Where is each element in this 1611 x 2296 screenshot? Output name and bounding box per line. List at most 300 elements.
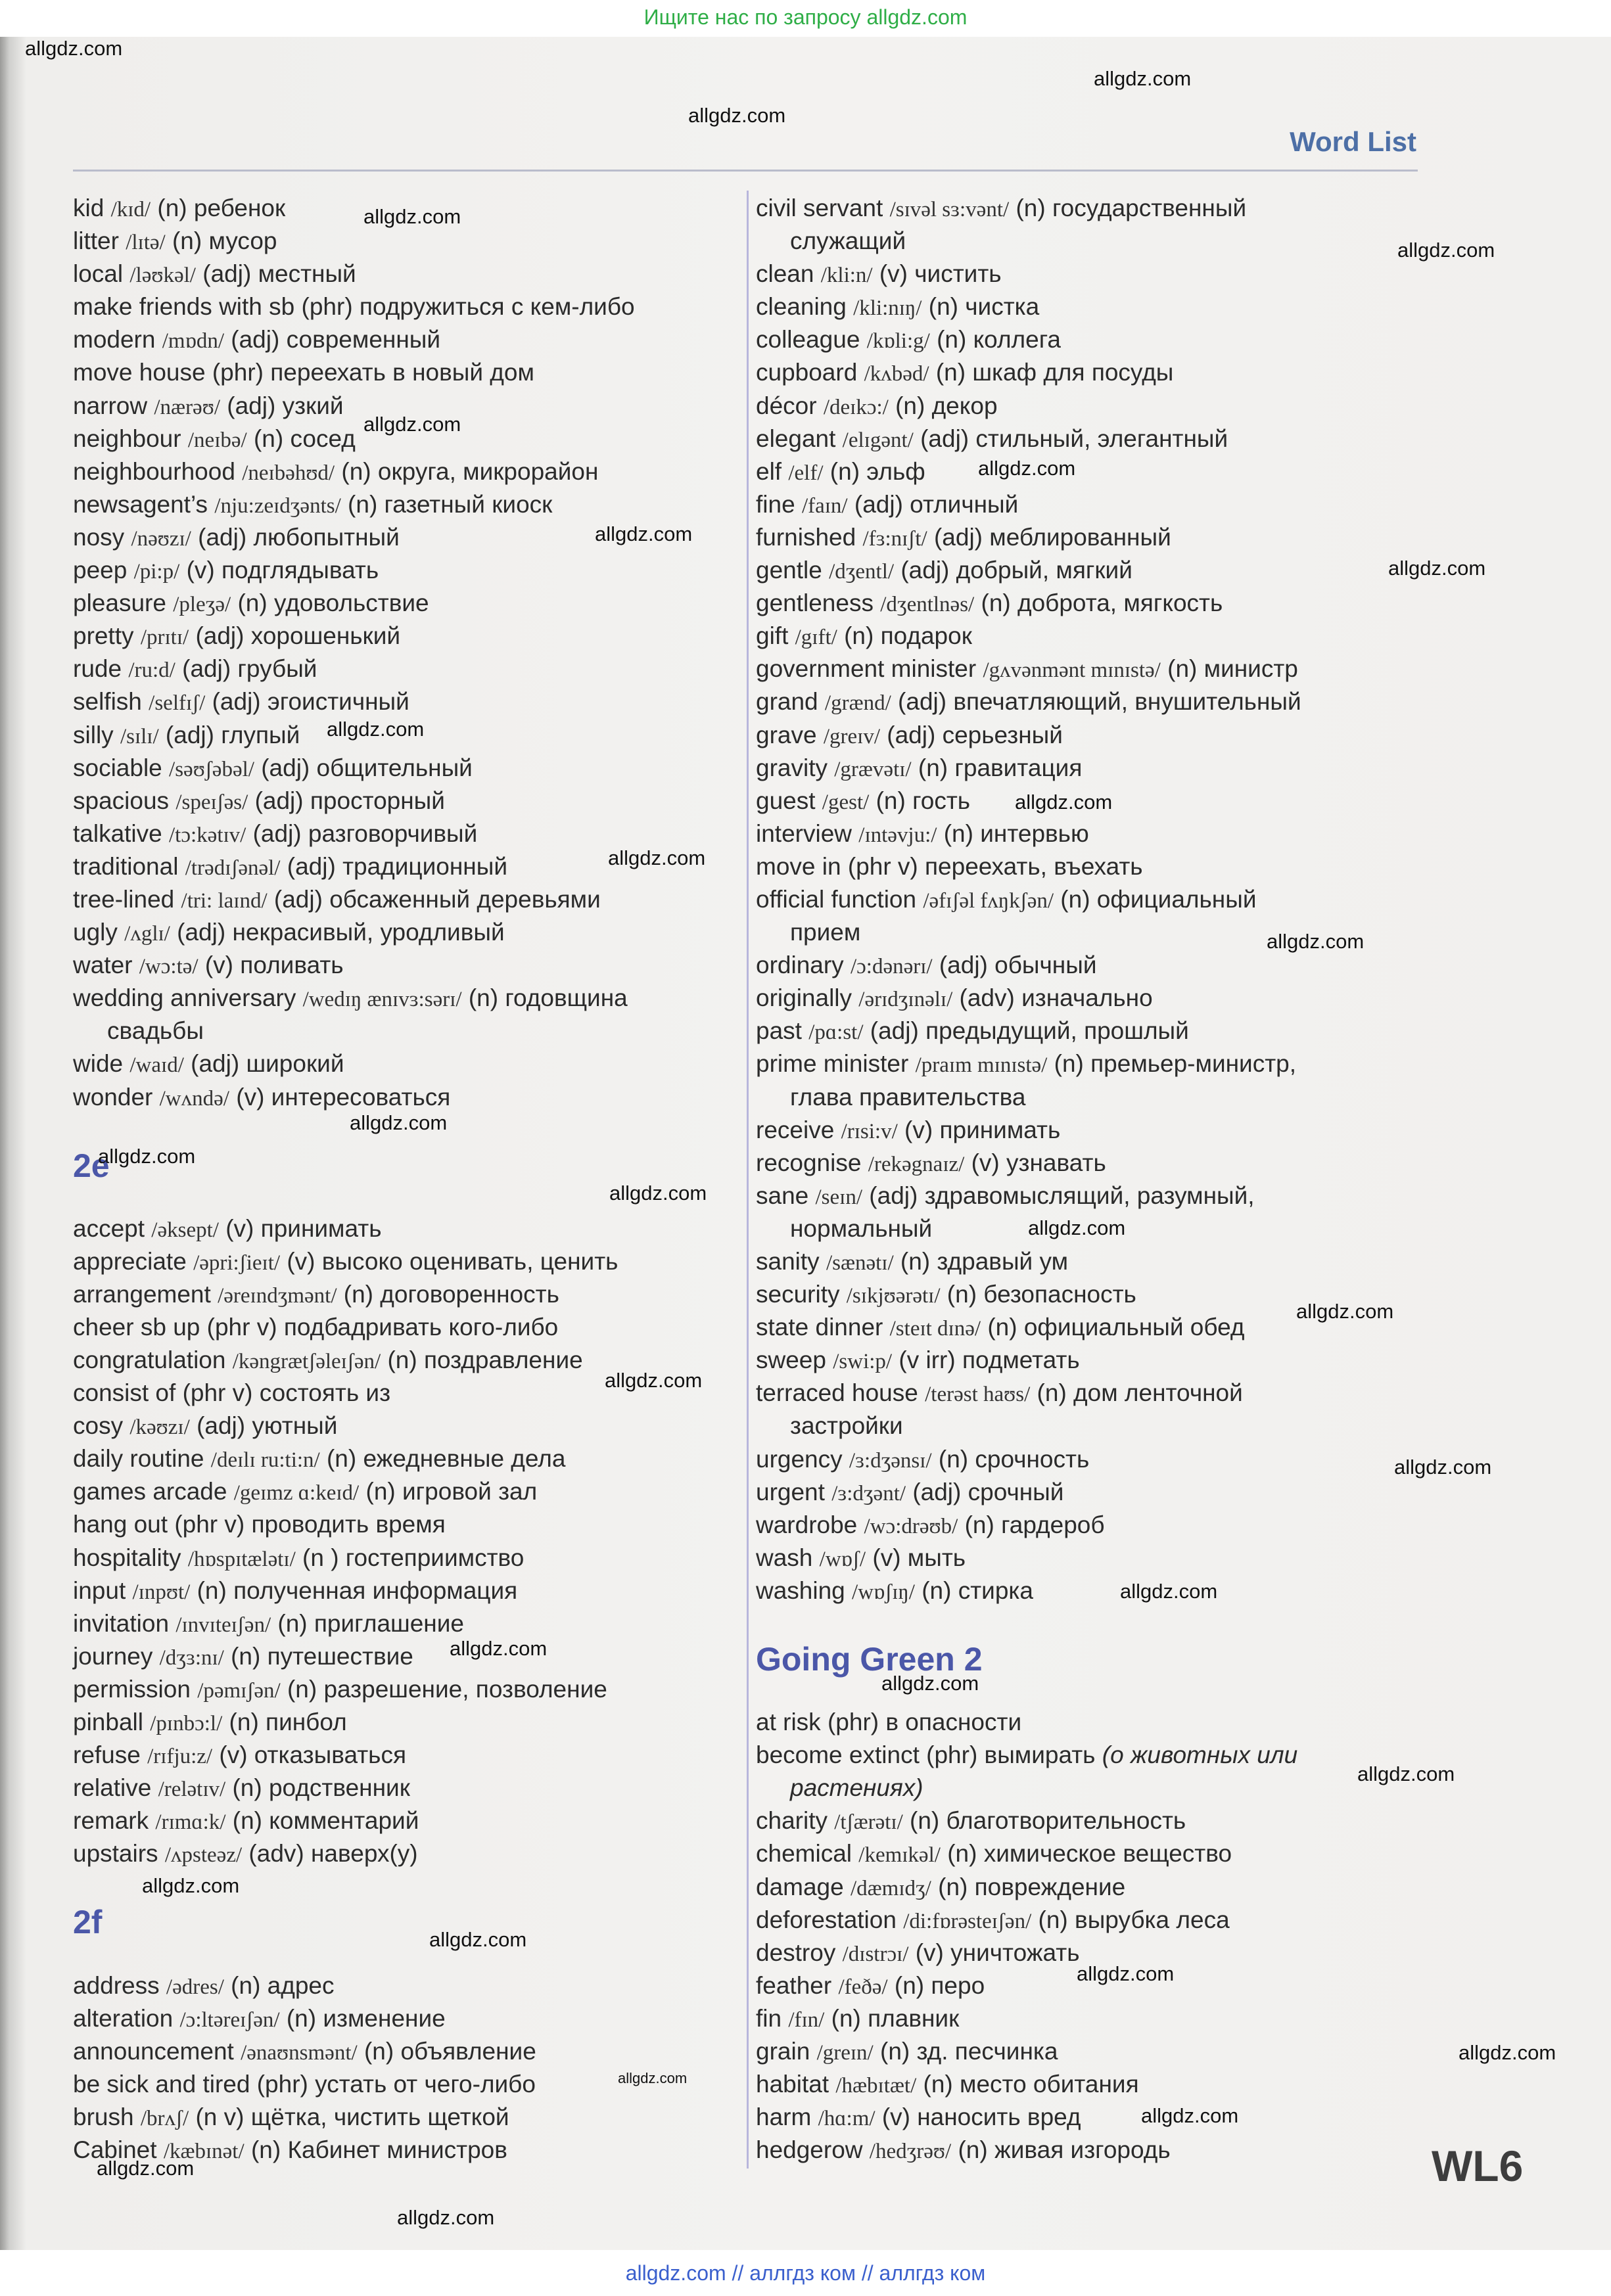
entry-transcription: /tʃærətɪ/ [834, 1810, 903, 1835]
entry-word: sanity [756, 1248, 820, 1275]
word-entry [756, 883, 1301, 916]
word-entry [73, 2035, 635, 2068]
watermark: allgdz.com [142, 1874, 240, 1897]
word-entry [756, 587, 1301, 620]
word-entry [73, 521, 635, 554]
entry-transcription: /dʒɜ:nɪ/ [159, 1645, 224, 1670]
entry-translation: (adj) меблированный [933, 523, 1171, 551]
entry-transcription: /əpri:ʃieɪt/ [193, 1251, 281, 1275]
entry-continuation: глава правительства [790, 1083, 1026, 1111]
word-entry [756, 620, 1301, 653]
entry-translation: (n) государственный [1016, 195, 1247, 221]
entry-translation: (n) поздравление [387, 1346, 583, 1373]
watermark: allgdz.com [618, 2070, 688, 2086]
entry-transcription: /deɪkɔ:/ [823, 395, 889, 419]
entry-word: refuse [73, 1741, 141, 1769]
entry-word: rude [73, 655, 122, 683]
word-entry [756, 554, 1301, 587]
entry-word: gift [756, 622, 789, 650]
entry-transcription: /mɒdn/ [162, 329, 224, 354]
word-entry [756, 290, 1301, 323]
entry-transcription: /wedɪŋ ænɪvɜ:sərɪ/ [302, 988, 462, 1012]
word-entry [756, 390, 1301, 423]
entry-word: tree-lined [73, 885, 175, 913]
entry-translation: (n) срочность [938, 1445, 1090, 1473]
entry-word: water [73, 952, 133, 979]
word-entry [756, 1245, 1301, 1278]
entry-transcription: /fɪn/ [788, 2008, 825, 2032]
word-entry [73, 1475, 635, 1508]
entry-transcription: /əksept/ [151, 1218, 219, 1242]
entry-transcription: /wɔ:tə/ [139, 955, 198, 979]
watermark: allgdz.com [609, 1182, 707, 1205]
entry-transcription: /ɔ:dənərɪ/ [850, 955, 933, 979]
entry-transcription: /ɔ:ltəreɪʃən/ [179, 2008, 280, 2032]
entry-word: litter [73, 227, 119, 255]
word-entry [756, 949, 1301, 982]
entry-transcription: /sɪkjʊərətɪ/ [846, 1284, 941, 1308]
entry-word: traditional [73, 852, 179, 880]
entry-translation: (n) здравый ум [900, 1248, 1069, 1275]
entry-word: charity [756, 1807, 828, 1835]
word-entry [756, 982, 1301, 1015]
entry-word: permission [73, 1675, 191, 1703]
entry-transcription: /swi:p/ [833, 1350, 893, 1374]
word-entry [73, 1410, 635, 1442]
word-entry [756, 423, 1301, 455]
entry-word: sociable [73, 754, 162, 781]
entry-continuation: застройки [790, 1412, 903, 1440]
entry-translation: (n) полученная информация [197, 1576, 518, 1604]
entry-translation: (n) договоренность [343, 1280, 559, 1308]
entry-translation: (n) подарок [844, 622, 972, 650]
watermark: allgdz.com [978, 457, 1076, 480]
entry-translation: (n) дом ленточной [1037, 1379, 1243, 1407]
entry-word: grand [756, 688, 818, 716]
entry-word: pleasure [73, 589, 166, 617]
watermark: allgdz.com [1394, 1456, 1492, 1479]
word-entry [756, 1542, 1301, 1574]
watermark: allgdz.com [1077, 1962, 1175, 1985]
entry-transcription: /kɪd/ [110, 198, 151, 221]
entry-word: gentle [756, 557, 822, 584]
section-heading: 2f [73, 1904, 103, 1941]
entry-translation: (adj) местный [202, 260, 356, 288]
entry-translation: (v) интересоваться [236, 1083, 451, 1111]
word-entry [73, 1739, 635, 1772]
entry-word: become extinct [756, 1741, 920, 1769]
entry-transcription: /rɪsi:v/ [841, 1119, 898, 1143]
entry-transcription: /pɑ:st/ [808, 1021, 864, 1045]
entry-translation: (v) наносить вред [881, 2103, 1081, 2131]
word-entry [756, 323, 1301, 356]
entry-word: alteration [73, 2004, 174, 2032]
entry-translation: (n) гравитация [918, 754, 1083, 781]
entry-word: newsagent’s [73, 490, 208, 518]
entry-translation: (n) вырубка леса [1038, 1906, 1230, 1933]
entry-transcription: /steɪt dɪnə/ [889, 1317, 981, 1341]
entry-translation: (adv) наверх(у) [248, 1840, 418, 1868]
entry-translation: (v) отказываться [219, 1741, 406, 1769]
page-number: WL6 [1432, 2142, 1524, 2190]
entry-translation: (adj) современный [231, 326, 441, 354]
entry-translation: (n) благотворительность [910, 1807, 1186, 1835]
watermark: allgdz.com [595, 522, 693, 545]
entry-translation: (adj) любопытный [198, 523, 400, 551]
watermark: allgdz.com [429, 1928, 527, 1951]
entry-translation: (n) удовольствие [237, 589, 429, 617]
watermark: allgdz.com [350, 1111, 448, 1134]
word-entry [756, 1574, 1301, 1607]
entry-word: brush [73, 2103, 134, 2130]
entry-transcription: /sɪvəl sɜ:vənt/ [889, 198, 1010, 221]
entry-note: (о животных или [1102, 1741, 1298, 1769]
entry-translation: (phr) в опасности [827, 1709, 1022, 1736]
entry-transcription: /wɒʃ/ [819, 1547, 866, 1571]
word-entry [73, 620, 635, 653]
entry-translation: (adj) узкий [227, 392, 344, 419]
entry-translation: (phr) вымирать [926, 1741, 1096, 1769]
site-banner: Ищите нас по запросу allgdz.com [0, 0, 1611, 37]
entry-word: pinball [73, 1709, 143, 1736]
entry-translation: (adj) предыдущий, прошлый [870, 1017, 1189, 1045]
entry-translation: (v) поливать [204, 952, 344, 979]
entry-translation: (n) разрешение, позволение [287, 1675, 607, 1703]
entry-transcription: /ʌglɪ/ [124, 922, 170, 946]
word-entry [756, 1047, 1301, 1080]
entry-word: past [756, 1017, 802, 1045]
entry-word: congratulation [73, 1346, 226, 1373]
watermark: allgdz.com [1267, 930, 1365, 953]
entry-word: Cabinet [73, 2136, 157, 2163]
entry-word: talkative [73, 819, 162, 847]
watermark: allgdz.com [327, 718, 425, 741]
watermark: allgdz.com [363, 205, 461, 228]
watermark: allgdz.com [1015, 791, 1113, 814]
word-entry [73, 455, 635, 488]
entry-word: games arcade [73, 1478, 227, 1505]
entry-translation: (v) принимать [904, 1116, 1061, 1143]
word-list-right-column [756, 192, 1301, 2167]
word-entry [756, 1969, 1301, 2002]
entry-translation: (n) пинбол [229, 1709, 347, 1736]
word-entry [756, 719, 1301, 752]
entry-transcription: /lɪtə/ [126, 231, 166, 255]
entry-transcription: /prɪtɪ/ [140, 626, 189, 650]
entry-transcription: /kli:n/ [820, 264, 873, 288]
entry-word: narrow [73, 392, 148, 419]
watermark: allgdz.com [450, 1637, 548, 1660]
entry-transcription: /əreɪndʒmənt/ [218, 1283, 337, 1308]
entry-translation: (n) зд. песчинка [880, 2037, 1058, 2065]
watermark: allgdz.com [363, 413, 461, 436]
word-entry [73, 949, 635, 982]
entry-word: state dinner [756, 1314, 883, 1341]
entry-word: neighbourhood [73, 457, 235, 485]
entry-transcription: /di:fɒrəsteɪʃən/ [903, 1909, 1032, 1933]
entry-word: silly [73, 721, 114, 748]
entry-transcription: /tri: laɪnd/ [181, 888, 268, 913]
entry-word: upstairs [73, 1840, 158, 1868]
entry-transcription: /terəst haʊs/ [925, 1383, 1031, 1407]
entry-translation: (adj) хорошенький [195, 622, 401, 650]
word-entry [756, 2035, 1301, 2068]
watermark: allgdz.com [1397, 239, 1495, 262]
entry-translation: (n) безопасность [946, 1281, 1136, 1308]
word-entry [73, 1772, 635, 1804]
entry-translation: (v) принимать [225, 1214, 382, 1242]
entry-transcription: /waɪd/ [129, 1053, 184, 1078]
entry-word: appreciate [73, 1247, 187, 1275]
entry-translation: (n) округа, микрорайон [341, 457, 599, 485]
entry-word: gentleness [756, 589, 874, 617]
entry-word: fine [756, 490, 795, 518]
word-entry [73, 916, 635, 949]
entry-translation: (n) объявление [363, 2037, 536, 2065]
entry-translation: (adj) отличный [854, 490, 1019, 518]
entry-transcription: /gʌvənmənt mɪnɪstə/ [983, 658, 1161, 683]
word-entry [756, 1937, 1301, 1969]
entry-translation: (v) уничтожать [915, 1939, 1080, 1966]
entry-translation: (adj) глупый [165, 721, 300, 748]
word-entry [73, 850, 635, 883]
entry-transcription: /kəngrætʃəleɪʃən/ [232, 1350, 381, 1373]
word-entry [73, 1640, 635, 1673]
entry-translation: (n ) гостеприимство [302, 1544, 525, 1571]
word-entry [756, 488, 1301, 521]
entry-word: remark [73, 1807, 149, 1835]
entry-word: destroy [756, 1939, 836, 1966]
entry-transcription: /hɒspɪtælətɪ/ [187, 1547, 296, 1571]
word-entry [73, 1442, 635, 1475]
entry-word: accept [73, 1214, 145, 1242]
word-entry [73, 1047, 635, 1080]
entry-transcription: /geɪmz ɑ:keɪd/ [233, 1481, 360, 1505]
word-entry [756, 356, 1301, 389]
entry-word: interview [756, 819, 852, 847]
entry-transcription: /ɪnpʊt/ [132, 1580, 191, 1604]
entry-translation: (n) министр [1167, 655, 1298, 683]
entry-translation: (n) химическое вещество [947, 1840, 1232, 1868]
entry-word: wide [73, 1050, 124, 1078]
entry-translation: (n) доброта, мягкость [981, 589, 1223, 617]
entry-transcription: /nærəʊ/ [154, 395, 220, 419]
entry-translation: (v) узнавать [971, 1149, 1106, 1176]
entry-word: furnished [756, 523, 856, 551]
entry-translation: (adj) некрасивый, уродливый [177, 919, 505, 946]
watermark: allgdz.com [97, 2157, 195, 2180]
entry-transcription: /kɒli:g/ [866, 329, 930, 354]
word-entry [756, 1804, 1301, 1837]
entry-word: hedgerow [756, 2136, 863, 2164]
entry-word: urgent [756, 1478, 825, 1505]
entry-word: prime minister [756, 1050, 909, 1078]
entry-word: official function [756, 885, 917, 913]
entry-transcription: /greɪv/ [823, 724, 880, 748]
entry-continuation: свадьбы [107, 1017, 204, 1045]
word-entry [73, 1607, 635, 1640]
word-entry [73, 1245, 635, 1278]
entry-continuation: растениях) [790, 1774, 923, 1802]
entry-transcription: /wʌndə/ [159, 1086, 229, 1111]
entry-translation: (v) высоко оценивать, ценить [287, 1247, 619, 1275]
entry-word: selfish [73, 688, 142, 716]
word-entry [756, 1443, 1301, 1476]
entry-translation: (n) изменение [286, 2004, 446, 2032]
entry-word: ordinary [756, 952, 844, 979]
site-footer: allgdz.com // аллгдз ком // аллгдз ком [0, 2250, 1611, 2296]
watermark: allgdz.com [397, 2206, 495, 2229]
word-entry [756, 653, 1301, 685]
entry-word: security [756, 1281, 840, 1308]
entry-word: feather [756, 1971, 832, 1999]
word-entry [73, 1837, 635, 1870]
word-entry [73, 1542, 635, 1574]
entry-word: government minister [756, 655, 977, 683]
entry-word: announcement [73, 2037, 234, 2065]
entry-translation: (n) адрес [231, 1971, 335, 1999]
watermark: allgdz.com [605, 1369, 703, 1392]
word-entry [73, 290, 635, 323]
entry-translation: (adj) серьезный [887, 721, 1063, 748]
word-entry [73, 192, 635, 225]
word-entry [73, 1969, 635, 2002]
entry-transcription: /deɪlɪ ru:ti:n/ [210, 1448, 320, 1473]
entry-transcription: /rɪfju:z/ [147, 1745, 213, 1769]
word-entry [73, 225, 635, 258]
word-entry [73, 883, 635, 916]
entry-word: hospitality [73, 1544, 181, 1571]
entry-transcription: /brʌʃ/ [140, 2106, 189, 2130]
entry-transcription: /gɪft/ [795, 626, 837, 650]
entry-word: wedding anniversary [73, 984, 296, 1012]
word-entry [756, 2002, 1301, 2035]
entry-transcription: /dʒentl/ [829, 560, 895, 584]
entry-word: journey [73, 1642, 153, 1670]
entry-word: peep [73, 557, 128, 584]
page-header-word-list: Word List [1290, 126, 1416, 157]
entry-transcription: /ru:d/ [128, 658, 175, 683]
word-entry [756, 1871, 1301, 1904]
entry-word: hang out [73, 1511, 168, 1538]
entry-translation: (adj) грубый [182, 655, 317, 683]
entry-translation: (n) гость [876, 787, 971, 814]
entry-translation: (n) официальный [1060, 885, 1257, 913]
word-entry [73, 2002, 635, 2035]
entry-translation: (n) газетный киоск [348, 490, 553, 518]
word-entry [73, 1804, 635, 1837]
entry-translation: (phr v) проводить время [174, 1511, 446, 1538]
entry-word: guest [756, 787, 816, 814]
entry-transcription: /tɔ:kətɪv/ [169, 823, 246, 847]
entry-transcription: /greɪn/ [816, 2040, 874, 2065]
entry-word: elf [756, 457, 782, 485]
entry-word: relative [73, 1774, 152, 1802]
entry-word: colleague [756, 326, 860, 354]
entry-word: cleaning [756, 293, 847, 321]
word-entry [73, 2101, 635, 2134]
column-divider [747, 191, 749, 2169]
entry-translation: (n) перо [894, 1971, 985, 1999]
entry-word: habitat [756, 2071, 829, 2098]
entry-word: damage [756, 1873, 844, 1900]
entry-transcription: /hæbɪtæt/ [835, 2074, 917, 2098]
entry-word: wonder [73, 1083, 153, 1111]
entry-transcription: /ɪntəvju:/ [858, 823, 937, 847]
entry-word: wardrobe [756, 1511, 858, 1538]
entry-translation: (phr v) состоять из [182, 1379, 391, 1407]
entry-translation: (n) повреждение [938, 1873, 1126, 1900]
word-entry [73, 423, 635, 455]
entry-transcription: /kæbɪnət/ [163, 2139, 245, 2163]
entry-translation: (adj) просторный [254, 787, 445, 814]
entry-transcription: /ʌpsteəz/ [164, 1843, 243, 1868]
entry-word: clean [756, 260, 814, 288]
entry-translation: (n) ежедневные дела [326, 1445, 566, 1473]
entry-translation: (n) годовщина [468, 984, 628, 1012]
entry-transcription: /sænətɪ/ [826, 1251, 894, 1275]
entry-transcription: /pi:p/ [133, 560, 180, 584]
entry-translation: (adj) общительный [261, 754, 473, 781]
entry-transcription: /ərɪdʒɪnəlɪ/ [858, 988, 953, 1012]
entry-transcription: /kli:nɪŋ/ [853, 296, 922, 321]
word-entry [73, 982, 635, 1015]
word-entry [756, 1015, 1301, 1047]
word-entry [73, 554, 635, 587]
word-entry [73, 258, 635, 290]
word-entry [73, 785, 635, 817]
word-entry [756, 1311, 1301, 1344]
entry-continuation: прием [790, 919, 861, 946]
entry-transcription: /pleʒə/ [173, 593, 231, 617]
entry-word: pretty [73, 622, 134, 650]
entry-word: nosy [73, 523, 125, 551]
entry-translation: (n) коллега [937, 326, 1061, 354]
entry-transcription: /selfɪʃ/ [149, 691, 206, 716]
watermark: allgdz.com [1459, 2041, 1556, 2064]
entry-word: washing [756, 1576, 845, 1604]
word-entry [73, 817, 635, 850]
watermark: allgdz.com [1094, 67, 1192, 90]
watermark: allgdz.com [1388, 557, 1486, 580]
entry-translation: (v irr) подметать [899, 1346, 1080, 1374]
entry-continuation: служащий [790, 227, 906, 255]
word-entry [73, 390, 635, 423]
entry-transcription: /kəʊzɪ/ [129, 1415, 190, 1440]
entry-transcription: /elf/ [788, 461, 824, 485]
entry-transcription: /pɪnbɔ:l/ [150, 1712, 223, 1736]
entry-transcription: /relətɪv/ [158, 1778, 226, 1802]
entry-transcription: /kemɪkəl/ [858, 1843, 941, 1868]
entry-translation: (adj) здравомыслящий, разумный, [869, 1182, 1255, 1209]
word-entry [756, 1278, 1301, 1311]
word-entry [756, 258, 1301, 290]
word-entry [73, 1673, 635, 1706]
watermark: allgdz.com [1120, 1580, 1218, 1603]
entry-word: deforestation [756, 1906, 897, 1933]
entry-translation: (adv) изначально [959, 984, 1153, 1012]
entry-translation: (n) живая изгородь [958, 2136, 1171, 2164]
entry-transcription: /rɪmɑ:k/ [155, 1810, 226, 1835]
entry-word: grain [756, 2037, 810, 2065]
entry-word: spacious [73, 787, 170, 814]
entry-transcription: /wɔ:drəʊb/ [864, 1514, 958, 1538]
entry-transcription: /wɒʃɪŋ/ [852, 1580, 915, 1604]
word-entry [756, 752, 1301, 785]
entry-translation: (adj) эгоистичный [212, 688, 409, 716]
entry-transcription: /sɪlɪ/ [120, 724, 159, 748]
word-entry [73, 2068, 635, 2101]
